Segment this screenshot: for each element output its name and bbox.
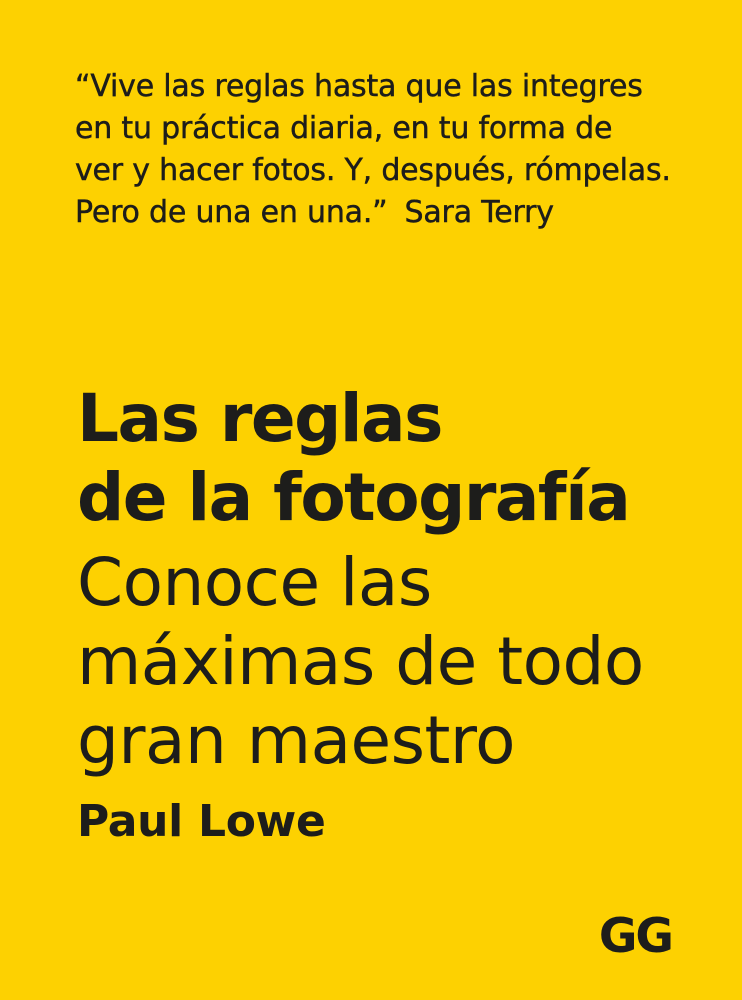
book-subtitle <box>77 543 644 780</box>
quote-line: “Vive las reglas hasta que las integres <box>75 69 643 104</box>
title-line: de la fotografía <box>77 459 630 536</box>
quote-line: en tu práctica diaria, en tu forma de <box>75 111 613 146</box>
subtitle-line: Conoce las <box>77 544 432 621</box>
quote-line: ver y hacer fotos. Y, después, rómpelas. <box>75 153 671 188</box>
quote-line-text: Pero de una en una.” <box>75 195 388 230</box>
author-name: Paul Lowe <box>77 796 326 847</box>
quote-line <box>75 192 671 234</box>
cover-quote <box>75 66 671 234</box>
subtitle-line: máximas de todo <box>77 623 644 700</box>
title-line: Las reglas <box>77 380 442 457</box>
book-title <box>77 379 629 537</box>
quote-attribution: Sara Terry <box>404 195 554 230</box>
publisher-logo-gg: GG <box>598 909 672 964</box>
subtitle-line: gran maestro <box>77 702 515 779</box>
